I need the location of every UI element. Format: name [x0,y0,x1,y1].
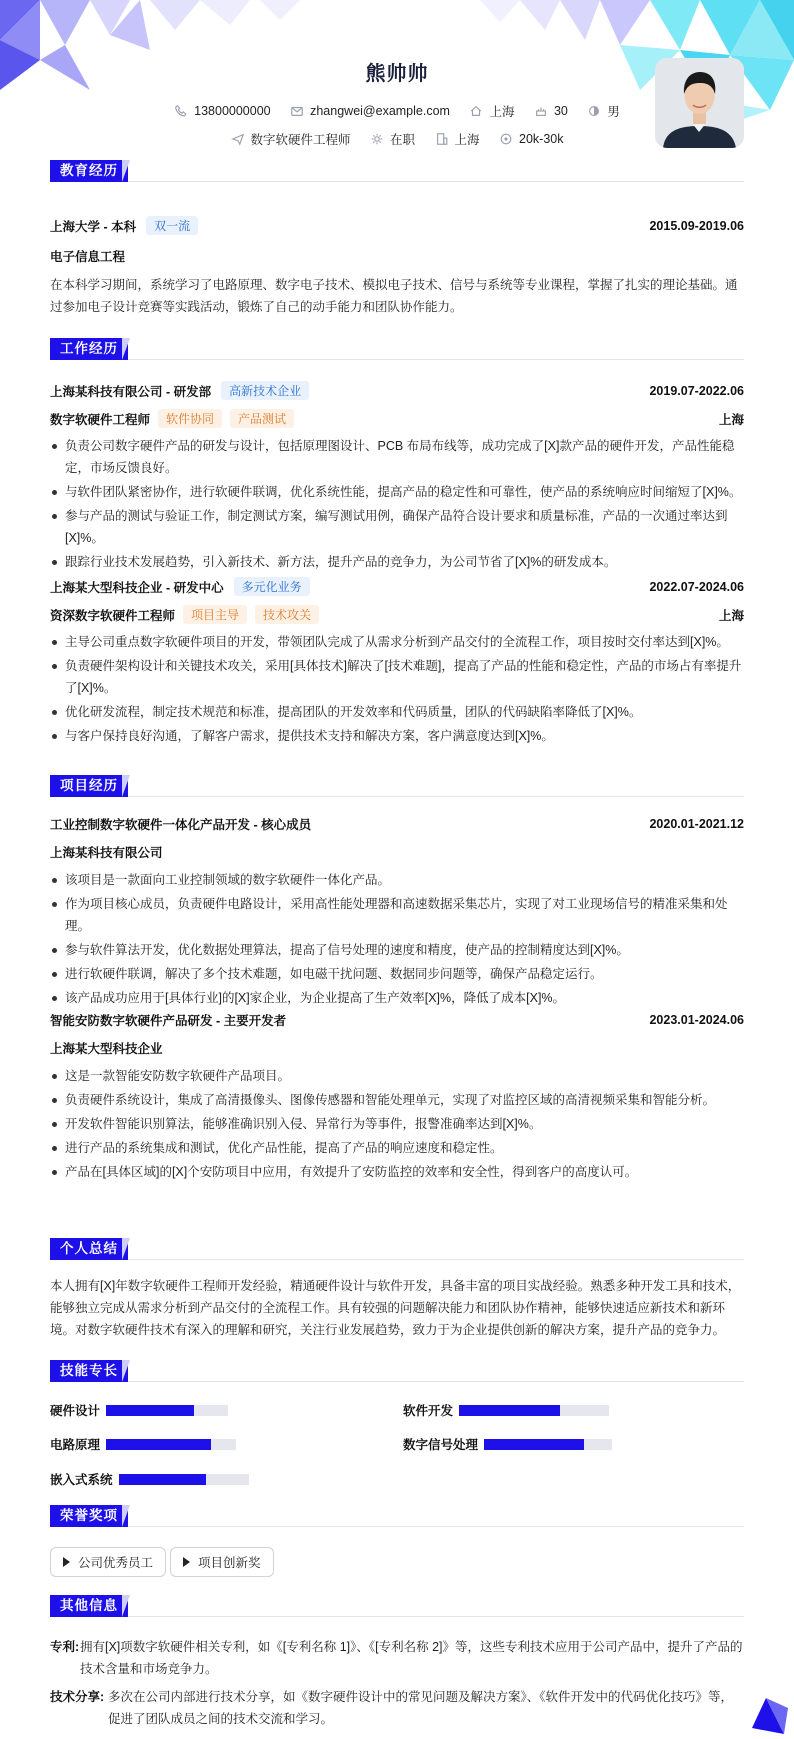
work-bullets [50,631,744,749]
candidate-name: 熊帅帅 [365,63,429,85]
section-title-tail [122,1505,130,1527]
list-item: 进行产品的系统集成和测试，优化产品性能，提高了产品的响应速度和稳定性。 [50,1137,744,1159]
list-item: 产品在[具体区域]的[X]个安防项目中应用，有效提升了安防监控的效率和安全性，得到客户的高度认可。 [50,1161,744,1183]
list-item: 与软件团队紧密协作，进行软硬件联调，优化系统性能，提高产品的稳定性和可靠性，使产品的系统响应时间缩短了[X]%。 [50,481,744,503]
skill-name: 嵌入式系统 [50,1473,113,1487]
section-work [50,338,744,360]
skill-bar-fill [106,1439,211,1450]
section-title-other [50,1595,744,1617]
work-role: 数字软硬件工程师 [50,412,151,427]
section-title-summary [50,1238,744,1260]
work-entry-header [50,381,744,400]
intent-salary [499,132,563,146]
section-education [50,160,744,182]
project-entry-header [50,815,744,833]
award-badge [170,1547,274,1577]
section-label-education: 教育经历 [50,160,128,182]
list-item: 进行软硬件联调，解决了多个技术难题，如电磁干扰问题、数据同步问题等，确保产品稳定运行。 [50,963,744,985]
section-title-tail [122,1360,130,1382]
target-city-value: 上海 [454,133,480,147]
list-item: 开发软件智能识别算法，能够准确识别入侵、异常行为等事件，报警准确率达到[X]%。 [50,1113,744,1135]
section-summary [50,1238,744,1260]
work-bullets [50,435,744,575]
skill-item [50,1401,228,1419]
section-title-tail [122,775,130,797]
other-key: 技术分享: [50,1690,105,1704]
corner-decoration [752,1698,788,1734]
work-location: 上海 [718,412,744,427]
work-role-tag: 项目主导 [183,605,247,624]
list-item: 负责公司数字硬件产品的研发与设计，包括原理图设计、PCB 布局布线等，成功完成了[X]款产品的硬件开发，产品性能稳定，市场反馈良好。 [50,435,744,479]
project-entry-header [50,1011,744,1029]
skill-name: 硬件设计 [50,1404,101,1418]
project-bullets [50,869,744,1011]
skill-item [403,1401,609,1419]
job-intent-row [50,130,744,149]
section-label-awards: 荣誉奖项 [50,1505,128,1527]
award-badge [50,1547,166,1577]
email-value: zhangwei@example.com [310,104,450,118]
contact-phone [174,104,270,118]
gear-icon [370,132,384,146]
contact-age [534,104,568,118]
work-role-tag: 产品测试 [230,409,294,428]
job-title-value: 数字软硬件工程师 [250,133,351,147]
phone-value: 13800000000 [194,104,271,118]
section-label-other: 其他信息 [50,1595,128,1617]
skill-item [50,1470,249,1488]
list-item: 跟踪行业技术发展趋势，引入新技术、新方法，提升产品的竞争力，为公司节省了[X]%的研发成本。 [50,551,744,573]
work-role-row [50,409,744,428]
intent-city [435,130,480,148]
home-icon [469,104,483,118]
city-value: 上海 [489,105,515,119]
work-period: 2019.07-2022.06 [649,383,744,398]
skill-bar-fill [106,1405,194,1416]
intent-title [231,130,351,148]
work-entry-header [50,577,744,596]
work-location: 上海 [718,608,744,623]
work-company-tag: 多元化业务 [234,577,310,596]
list-item: 优化研发流程，制定技术规范和标准，提高团队的开发效率和代码质量，团队的代码缺陷率降低了[X]%。 [50,701,744,723]
section-title-awards [50,1505,744,1527]
project-org: 上海某大型科技企业 [50,1042,163,1056]
play-icon [183,1557,190,1567]
skill-item [403,1435,612,1453]
project-name: 工业控制数字软硬件一体化产品开发 - 核心成员 [50,818,312,832]
section-label-skills: 技能专长 [50,1360,128,1382]
project-period: 2023.01-2024.06 [649,1013,744,1027]
list-item: 负责硬件架构设计和关键技术攻关，采用[具体技术]解决了[技术难题]，提高了产品的性能和稳定性，产品的市场占有率提升了[X]%。 [50,655,744,699]
section-title-projects [50,775,744,797]
contact-row [50,102,744,121]
list-item: 该项目是一款面向工业控制领域的数字软硬件一体化产品。 [50,869,744,891]
section-title-tail [122,160,130,182]
building-icon [435,132,449,146]
list-item: 该产品成功应用于[具体行业]的[X]家企业，为企业提高了生产效率[X]%，降低了成本[X]%。 [50,987,744,1009]
mail-icon [290,104,304,118]
work-role-row [50,605,744,624]
section-other [50,1595,744,1617]
project-org-row [50,1039,744,1057]
play-icon [63,1557,70,1567]
other-item [50,1636,744,1680]
section-title-skills [50,1360,744,1382]
intent-status [370,130,415,148]
list-item: 这是一款智能安防数字软硬件产品项目。 [50,1065,744,1087]
salary-value: 20k-30k [519,132,564,146]
education-entry-header [50,216,744,235]
skill-name: 数字信号处理 [403,1438,479,1452]
section-label-summary: 个人总结 [50,1238,128,1260]
coin-icon [499,132,513,146]
skill-bar [484,1439,612,1450]
project-bullets [50,1065,744,1185]
gender-value: 男 [607,105,620,119]
send-icon [231,132,245,146]
list-item: 参与软件算法开发，优化数据处理算法，提高了信号处理的速度和精度，使产品的控制精度达到[X]%。 [50,939,744,961]
contact-city [469,102,514,120]
education-description: 在本科学习期间，系统学习了电路原理、数字电子技术、模拟电子技术、信号与系统等专业课程，掌握了扎实的理论基础。通过参加电子设计竞赛等实践活动，锻炼了自己的动手能力和团队协作能力。 [50,278,738,314]
contact-gender [587,102,620,120]
other-value: 多次在公司内部进行技术分享，如《数字硬件设计中的常见问题及解决方案》、《软件开发中的代码优化技巧》等，促进了团队成员之间的技术交流和学习。 [108,1690,734,1726]
phone-icon [174,104,188,118]
education-school: 上海大学 - 本科 [50,219,137,234]
status-value: 在职 [390,133,416,147]
skill-bar [106,1405,228,1416]
skill-bar [106,1439,236,1450]
contact-email [290,104,450,118]
section-title-tail [122,1595,130,1617]
project-period: 2020.01-2021.12 [649,817,744,831]
work-role: 资深数字软硬件工程师 [50,608,176,623]
section-skills [50,1360,744,1382]
section-label-projects: 项目经历 [50,775,128,797]
other-item [50,1686,744,1730]
skill-bar-fill [459,1405,560,1416]
education-major-row [50,247,744,265]
other-key: 专利: [50,1640,80,1654]
avatar [655,58,744,148]
education-period: 2015.09-2019.06 [649,218,744,233]
skill-name: 软件开发 [403,1404,454,1418]
section-title-work [50,338,744,360]
age-value: 30 [553,104,568,118]
section-title-tail [122,1238,130,1260]
skill-bar-fill [119,1474,206,1485]
section-label-work: 工作经历 [50,338,128,360]
project-name: 智能安防数字软硬件产品研发 - 主要开发者 [50,1014,287,1028]
cake-icon [534,104,548,118]
award-label: 公司优秀员工 [78,1556,154,1570]
work-role-tag: 软件协同 [158,409,222,428]
education-major: 电子信息工程 [50,250,126,264]
project-org: 上海某科技有限公司 [50,846,163,860]
section-projects [50,775,744,797]
skill-item [50,1435,236,1453]
skill-name: 电路原理 [50,1438,101,1452]
section-awards [50,1505,744,1527]
list-item: 负责硬件系统设计，集成了高清摄像头、图像传感器和智能处理单元，实现了对监控区域的高清视频采集和智能分析。 [50,1089,744,1111]
work-role-tag: 技术攻关 [255,605,319,624]
other-value: 拥有[X]项数字软硬件相关专利，如《[专利名称 1]》、《[专利名称 2]》等，这些专利技术应用于公司产品中，提升了产品的技术含量和市场竞争力。 [80,1640,743,1676]
work-company-tag: 高新技术企业 [221,381,309,400]
list-item: 参与产品的测试与验证工作，制定测试方案，编写测试用例，确保产品符合设计要求和质量标准，产品的一次通过率达到[X]%。 [50,505,744,549]
skill-bar-fill [484,1439,584,1450]
education-tag: 双一流 [146,216,198,235]
list-item: 主导公司重点数字软硬件项目的开发，带领团队完成了从需求分析到产品交付的全流程工作，项目按时交付率达到[X]%。 [50,631,744,653]
gender-icon [587,104,601,118]
work-company: 上海某大型科技企业 - 研发中心 [50,580,224,595]
work-company: 上海某科技有限公司 - 研发部 [50,384,212,399]
award-label: 项目创新奖 [198,1556,261,1570]
list-item: 与客户保持良好沟通，了解客户需求，提供技术支持和解决方案，客户满意度达到[X]%。 [50,725,744,747]
work-period: 2022.07-2024.06 [649,579,744,594]
project-org-row [50,843,744,861]
section-title-education [50,160,744,182]
skill-bar [459,1405,609,1416]
skill-bar [119,1474,249,1485]
summary-text: 本人拥有[X]年数字软硬件工程师开发经验，精通硬件设计与软件开发，具备丰富的项目实战经验。熟悉多种开发工具和技术，能够独立完成从需求分析到产品交付的全流程工作。具有较强的问题解决能力和团队协作精神，能够快速适应新技术和新环境。对数字软硬件技术有深入的理解和研究，关注行业发展趋势，致力于为企业提供创新的解决方案，提升产品的竞争力。 [50,1279,741,1337]
list-item: 作为项目核心成员，负责硬件电路设计，采用高性能处理器和高速数据采集芯片，实现了对工业现场信号的精准采集和处理。 [50,893,744,937]
section-title-tail [122,338,130,360]
